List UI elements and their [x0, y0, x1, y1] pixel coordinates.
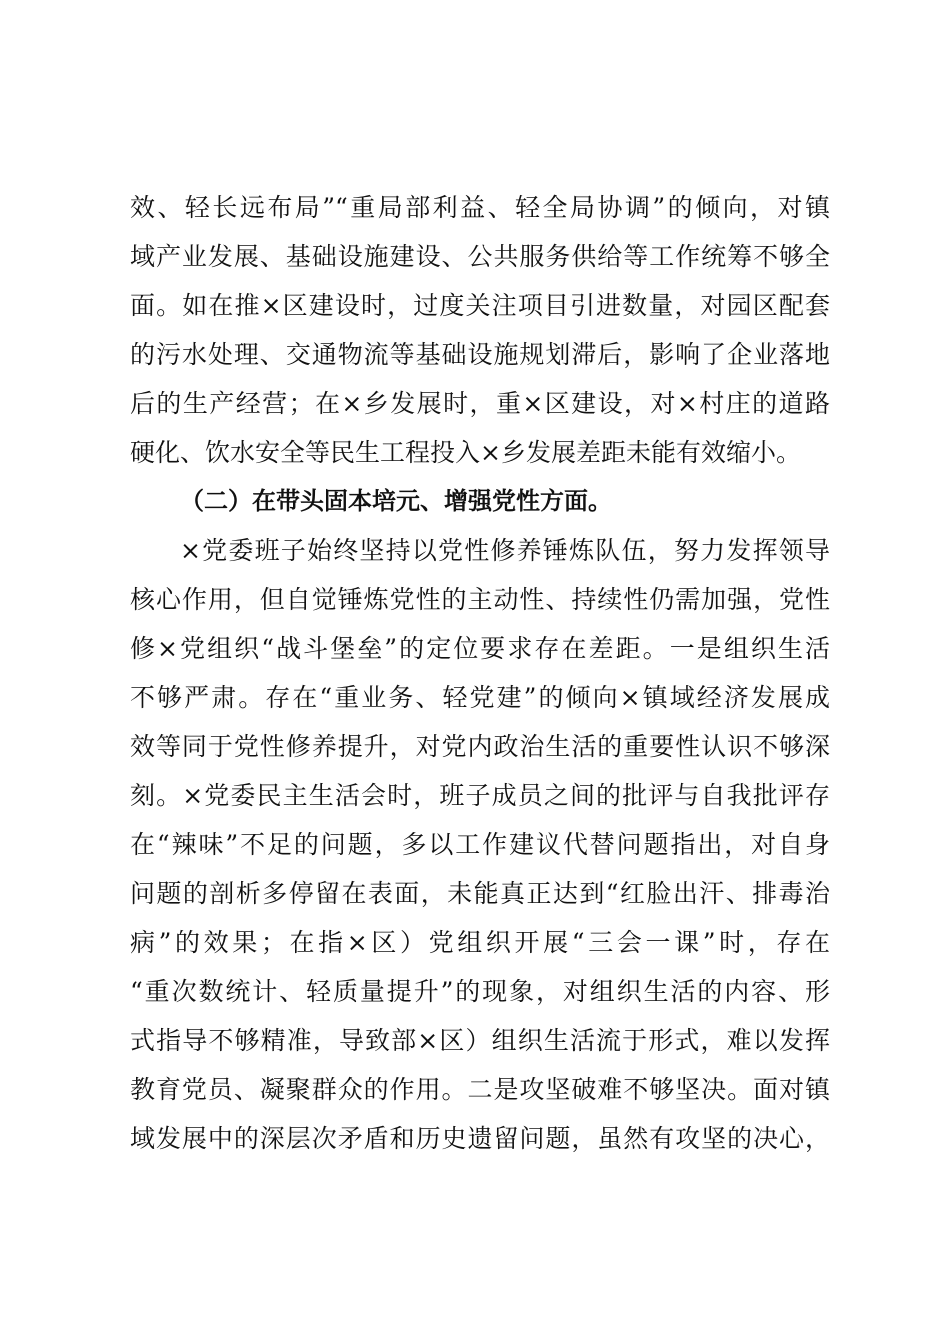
paragraph-1-line: 面。如在推×区建设时，过度关注项目引进数量，对园区配套	[130, 291, 830, 320]
paragraph-2-line: 刻。×党委民主生活会时，班子成员之间的批评与自我批评存	[130, 781, 830, 810]
paragraph-2-line: 域发展中的深层次矛盾和历史遗留问题，虽然有攻坚的决心，	[130, 1124, 830, 1153]
paragraph-1-line: 效、轻长远布局”“重局部利益、轻全局协调”的倾向，对镇	[130, 193, 830, 222]
paragraph-2-line: ×党委班子始终坚持以党性修养锤炼队伍，努力发挥领导	[180, 536, 830, 565]
paragraph-2-line: 修×党组织“战斗堡垒”的定位要求存在差距。一是组织生活	[130, 634, 830, 663]
paragraph-2-line: 在“辣味”不足的问题，多以工作建议代替问题指出，对自身	[130, 830, 830, 859]
paragraph-2-line: 不够严肃。存在“重业务、轻党建”的倾向×镇域经济发展成	[130, 683, 830, 712]
document-body	[130, 183, 830, 1163]
paragraph-2	[130, 526, 830, 1163]
paragraph-1-line: 后的生产经营；在×乡发展时，重×区建设，对×村庄的道路	[130, 389, 830, 418]
paragraph-2-line: 效等同于党性修养提升，对党内政治生活的重要性认识不够深	[130, 732, 830, 761]
paragraph-2-line: 核心作用，但自觉锤炼党性的主动性、持续性仍需加强，党性	[130, 585, 830, 614]
section-heading: （二）在带头固本培元、增强党性方面。	[180, 487, 612, 515]
paragraph-2-line: 教育党员、凝聚群众的作用。二是攻坚破难不够坚决。面对镇	[130, 1075, 830, 1104]
paragraph-1-line: 硬化、饮水安全等民生工程投入×乡发展差距未能有效缩小。	[130, 438, 801, 467]
paragraph-1	[130, 183, 830, 477]
paragraph-2-line: 病”的效果；在指×区）党组织开展“三会一课”时，存在	[130, 928, 830, 957]
paragraph-2-line: 式指导不够精准，导致部×区）组织生活流于形式，难以发挥	[130, 1026, 830, 1055]
paragraph-2-line: 问题的剖析多停留在表面，未能真正达到“红脸出汗、排毒治	[130, 879, 830, 908]
paragraph-1-line: 的污水处理、交通物流等基础设施规划滞后，影响了企业落地	[130, 340, 830, 369]
paragraph-1-line: 域产业发展、基础设施建设、公共服务供给等工作统筹不够全	[130, 242, 830, 271]
paragraph-2-line: “重次数统计、轻质量提升”的现象，对组织生活的内容、形	[130, 977, 830, 1006]
